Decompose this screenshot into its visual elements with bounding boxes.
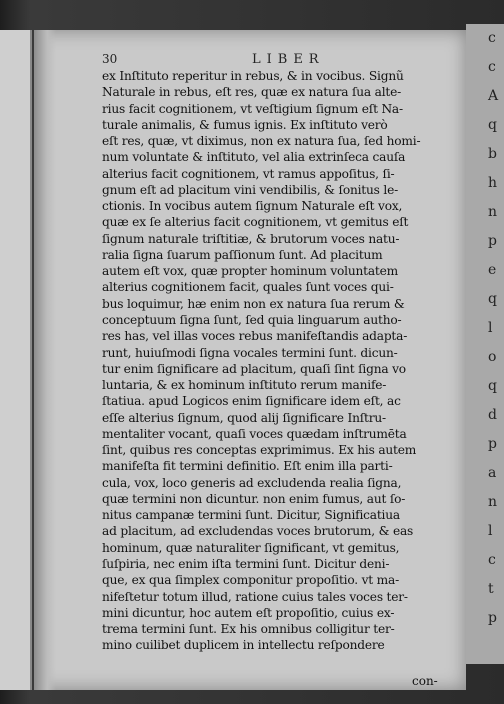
facing-letter: t <box>488 581 494 597</box>
text-line: ex Inſtituto reperitur in rebus, & in vocibus. Signũ <box>102 69 404 83</box>
catchword: con- <box>412 674 438 688</box>
text-line: tur enim ſignificare ad placitum, quaſi ſint ſigna vo <box>102 361 406 376</box>
text-line: quæ ex ſe alterius facit cognitionem, vt gemitus eſt <box>102 215 409 230</box>
facing-letter: p <box>488 610 497 626</box>
text-line: conceptuum ſigna ſunt, ſed quia linguarum autho- <box>102 312 402 327</box>
facing-letter: c <box>488 552 496 568</box>
text-line: ſint, quibus res conceptas exprimimus. Ex his autem <box>102 443 417 458</box>
facing-letter: q <box>488 117 497 133</box>
text-line: ralia ſigna ſuarum paſſionum ſunt. Ad placitum <box>102 247 383 262</box>
text-line: ſignum naturale triſtitiæ, & brutorum voces natu- <box>102 231 400 246</box>
facing-letter: l <box>488 523 493 539</box>
text-line: runt, huiuſmodi ſigna vocales termini ſunt. dicun- <box>102 345 398 360</box>
text-line: cula, vox, loco generis ad excludenda realia ſigna, <box>102 475 402 490</box>
facing-letter: n <box>488 494 498 510</box>
text-line: ctionis. In vocibus autem ſignum Naturale eſt vox, <box>102 199 403 214</box>
page-number: 30 <box>102 52 118 66</box>
text-line: quæ termini non dicuntur. non enim fumus, aut ſo- <box>102 491 406 506</box>
facing-letter: e <box>488 262 497 278</box>
text-line: Naturale in rebus, eſt res, quæ ex natura ſua alte- <box>102 85 402 100</box>
text-line: nifeſtetur totum illud, ratione cuius tales voces ter- <box>102 589 408 604</box>
text-line: luntaria, & ex hominum inſtituto rerum manife- <box>102 378 387 393</box>
text-line: num voluntate & inſtituto, vel alia extrinſeca cauſa <box>102 150 406 165</box>
left-cover-board <box>0 30 32 690</box>
text-line: res has, vel illas voces rebus manifeſtandis adapta- <box>102 329 408 344</box>
text-line: eſt res, quæ, vt diximus, non ex natura ſua, ſed homi- <box>102 134 421 149</box>
text-line: trema termini ſunt. Ex his omnibus colligitur ter- <box>102 622 395 637</box>
text-line: ad placitum, ad excludendas voces brutorum, & eas <box>102 524 414 539</box>
text-line: gnum eſt ad placitum vini vendibilis, & ſonitus le- <box>102 182 399 197</box>
text-line: manifeſta fit termini definitio. Eſt enim illa parti- <box>102 459 393 474</box>
facing-letter: n <box>488 204 498 220</box>
text-line: mini dicuntur, hoc autem eſt propoſitio, cuius ex- <box>102 605 395 620</box>
facing-page-edge <box>466 24 504 664</box>
facing-letter: a <box>488 465 497 481</box>
text-line: hominum, quæ naturaliter ſignificant, vt gemitus, <box>102 540 400 555</box>
facing-letter: q <box>488 378 497 394</box>
text-line: rius facit cognitionem, vt veſtigium ſignum eſt Na- <box>102 101 403 116</box>
text-line: alterius facit cognitionem, vt ramus appoſitus, ſi- <box>102 166 395 181</box>
facing-letter: c <box>488 59 496 75</box>
text-line: alterius cognitionem facit, quales ſunt voces qui- <box>102 280 394 295</box>
facing-letter: l <box>488 320 493 336</box>
text-line: nitus campanæ termini ſunt. Dicitur, Significatiua <box>102 508 400 523</box>
facing-letter: d <box>488 407 497 423</box>
text-line: turale animalis, & fumus ignis. Ex inſtituto verò <box>102 117 388 132</box>
text-line: ſuſpiria, nec enim iſta termini ſunt. Dicitur deni- <box>102 556 390 571</box>
text-line: mino cuilibet duplicem in intellectu reſpondere <box>102 638 385 653</box>
text-line: bus loquimur, hæ enim non ex natura ſua rerum & <box>102 296 405 311</box>
facing-letter: b <box>488 146 497 162</box>
text-line: que, ex qua ſimplex componitur propoſitio. vt ma- <box>102 573 400 588</box>
page-gutter-shadow <box>34 30 56 690</box>
text-block <box>102 68 438 654</box>
running-head: LIBER <box>252 52 325 67</box>
text-line: ſtatiua. apud Logicos enim ſignificare idem eſt, ac <box>102 394 401 409</box>
facing-letter: p <box>488 233 497 249</box>
facing-letter: o <box>488 349 497 365</box>
facing-letter: p <box>488 436 497 452</box>
text-line: eſſe alterius ſignum, quod alij ſignificare Inſtru- <box>102 410 386 425</box>
text-line: mentaliter vocant, quaſi voces quædam inſtrumēta <box>102 426 407 441</box>
facing-letter: h <box>488 175 498 191</box>
facing-letter: q <box>488 291 497 307</box>
facing-letter: A <box>488 88 499 104</box>
text-line: autem eſt vox, quæ propter hominum voluntatem <box>102 264 398 279</box>
facing-letter: c <box>488 30 496 46</box>
